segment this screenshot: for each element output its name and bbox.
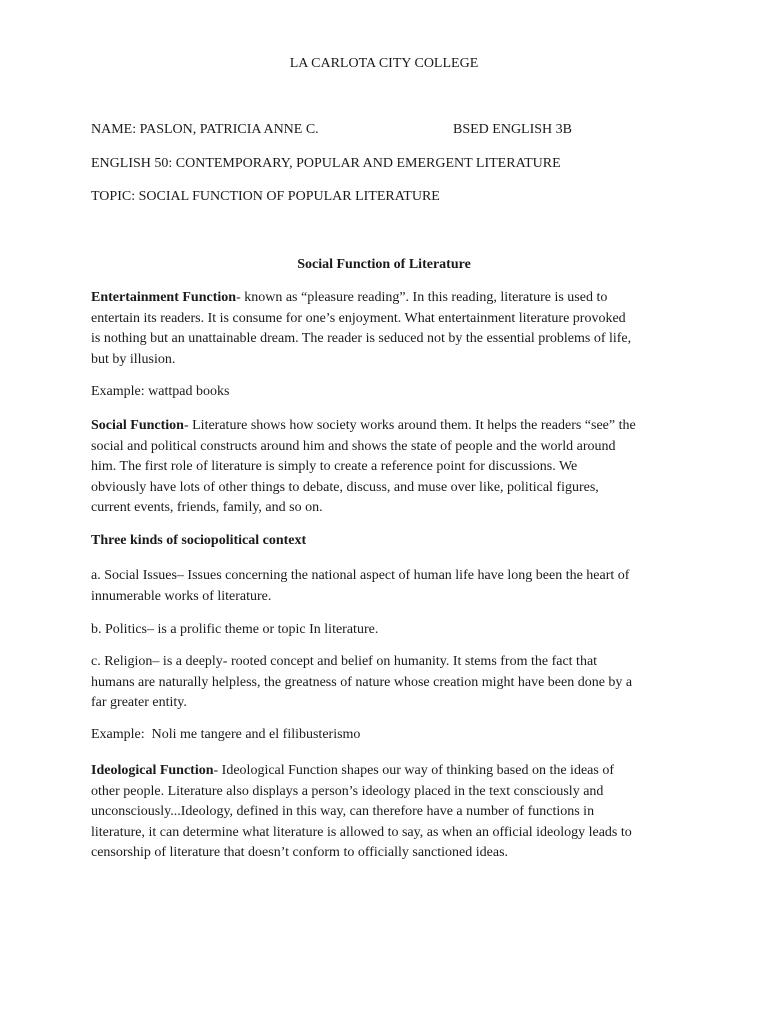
religion-line-3: far greater entity. xyxy=(91,695,187,710)
entertainment-line-3: is nothing but an unattainable dream. The reader is seduced not by the essential problems of life, xyxy=(91,331,632,346)
social-line-4: obviously have lots of other things to debate, discuss, and muse over like, political figures, xyxy=(91,479,599,495)
entertainment-line-4: but by illusion. xyxy=(91,351,176,367)
entertainment-example: Example: wattpad books xyxy=(91,384,230,399)
social-line-5: current events, friends, family, and so on. xyxy=(91,500,323,515)
social-line-1: - Literature shows how society works around them. It helps the readers “see” the xyxy=(183,418,636,433)
entertainment-line-2: entertain its readers. It is consume for one’s enjoyment. What entertainment literature provoked xyxy=(91,310,626,326)
course-section: BSED ENGLISH 3B xyxy=(453,122,573,137)
ideological-line-2: other people. Literature also displays a person’s ideology placed in the text consciously and xyxy=(91,783,604,799)
religion-paragraph xyxy=(91,652,681,714)
topic-line: TOPIC: SOCIAL FUNCTION OF POPULAR LITERATURE xyxy=(91,189,440,204)
religion-line-2: humans are naturally helpless, the greatness of nature whose creation might have been done by a xyxy=(91,674,633,690)
section-title: Social Function of Literature xyxy=(297,257,471,272)
ideological-line-5: censorship of literature that doesn’t conform to officially sanctioned ideas. xyxy=(91,845,509,860)
social-line-3: him. The first role of literature is simply to create a reference point for discussions. We xyxy=(91,459,578,474)
social-issues-line-1: a. Social Issues– Issues concerning the national aspect of human life have long been the heart of xyxy=(91,568,630,583)
social-term: Social Function xyxy=(91,418,184,433)
entertainment-line-1: - known as “pleasure reading”. In this reading, literature is used to xyxy=(236,290,608,305)
student-name: NAME: PASLON, PATRICIA ANNE C. xyxy=(91,122,319,137)
ideological-paragraph xyxy=(91,761,681,864)
entertainment-term: Entertainment Function xyxy=(91,290,237,305)
politics-line-1: b. Politics– is a prolific theme or topic In literature. xyxy=(91,622,379,637)
ideological-line-3: unconsciously...Ideology, defined in this way, can therefore have a number of functions in xyxy=(91,804,595,819)
religion-example: Example: Noli me tangere and el filibusterismo xyxy=(91,727,361,742)
ideological-line-1: - Ideological Function shapes our way of thinking based on the ideas of xyxy=(213,763,614,778)
ideological-line-4: literature, it can determine what literature is allowed to say, as when an official ideology leads to xyxy=(91,824,632,840)
ideological-term: Ideological Function xyxy=(91,763,214,778)
college-title: LA CARLOTA CITY COLLEGE xyxy=(289,56,479,71)
religion-line-1: c. Religion– is a deeply- rooted concept and belief on humanity. It stems from the fact that xyxy=(91,654,598,669)
social-issues-line-2: innumerable works of literature. xyxy=(91,588,272,604)
politics-paragraph xyxy=(91,620,681,641)
social-paragraph xyxy=(91,416,681,519)
three-kinds-heading: Three kinds of sociopolitical context xyxy=(91,533,307,548)
social-issues-paragraph xyxy=(91,566,681,607)
social-line-2: social and political constructs around him and shows the state of people and the world around xyxy=(91,438,616,454)
subject-line: ENGLISH 50: CONTEMPORARY, POPULAR AND EMERGENT LITERATURE xyxy=(91,156,561,171)
entertainment-paragraph xyxy=(91,288,681,370)
